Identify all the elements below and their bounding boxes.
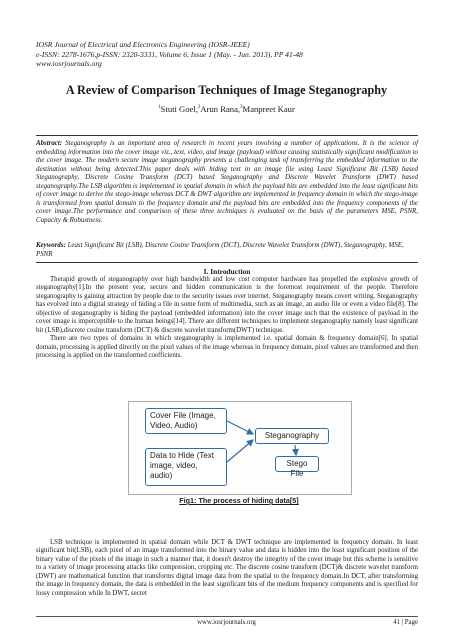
keywords: [36, 242, 418, 259]
caption-reference: [5]: [289, 496, 299, 505]
cover-file-box: Cover File (Image, Video, Audio): [145, 408, 227, 434]
paragraph-2: There are two types of domains in which steganography is implemented i.e. spatial domain & frequency domain[6]. In spatial domain, processing is applied directly on the pixel values of the image whereas in frequency domain, pixel values are transformed and then processing is applied on the transformed coefficients.: [36, 335, 418, 360]
keywords-label: Keywords:: [36, 242, 66, 249]
keywords-text: Least Significant Bit (LSB), Discrete Cosine Transform (DCT), Discrete Wavelet Transform (DWT), Steganography, MSE, PSNR: [36, 242, 404, 258]
journal-url[interactable]: www.iosrjournals.org: [36, 59, 102, 69]
journal-header: [36, 40, 436, 69]
paragraph-1: Therapid growth of steganography over high bandwidth and low cost computer hardware has propelled the explosive growth of steganography[1].In the present year, secure and hidden communication is the foremost requirement of the people. Therefore steganography is gaining attraction by people due to the security issues over internet. Steganography means covert writing. Steganography has evolved into a digital strategy of hiding a file in some form of multimedia, such as an image, an audio file or even a video file[8]. The objective of steganography is hiding the payload (embedded information) into the cover image such that the existence of payload in the cover image is imperceptible to the human beings[14]. There are different techniques to implement steganography namely least significant bit (LSB),discrete cosine transform (DCT) & discrete wavelet transform(DWT) technique.: [36, 276, 418, 334]
lsb-text: [36, 539, 418, 598]
intro-text: [36, 276, 418, 361]
journal-name: IOSR Journal of Electrical and Electronics Engineering (IOSR-JEEE): [36, 40, 250, 49]
abstract: [36, 140, 418, 225]
hiding-process-figure: [128, 401, 352, 495]
author-2: Arun Rana,: [200, 104, 241, 114]
figure-caption: [128, 496, 350, 505]
arrow-steg-to-stego: [295, 445, 296, 455]
abstract-top-rule: [36, 135, 418, 136]
data-to-hide-box: Data to Hide (Text image, video, audio): [145, 448, 227, 486]
author-affil-3: 3: [240, 105, 243, 111]
page-number: 41 | Page: [393, 619, 418, 626]
footer-url[interactable]: www.iosrjournals.org: [197, 619, 256, 626]
arrow-hide-to-steg: [227, 440, 253, 462]
abstract-label: Abstract:: [36, 140, 63, 147]
author-affil-2: 2: [197, 105, 201, 111]
caption-text: Fig1: The process of hiding data: [179, 496, 290, 505]
footer-rule: [36, 616, 418, 617]
paragraph-3: LSB technique is implemented in spatial domain while DCT & DWT technique are implemented in frequency domain. In least significant bit(LSB), each pixel of an image transformed into the binary value and data is hidden into the least significant position of the binary value of the pixels of the image in such a manner that, it doesn't destroy the integrity of the cover image but this scheme is sensitive to a variety of image processing attacks like compression, cropping etc. The discrete cosine transform (DCT)& discrete wavelet transform (DWT) are mathematical function that transforms digital image data from the spatial to the frequency domain.In DCT, after transforming the image in frequency domain, the data is embedded in the least significant bits of the medium frequency components and is specified for lossy compression while In DWT, secret: [36, 539, 418, 597]
arrow-cover-to-steg: [227, 421, 253, 434]
author-1: Stuti Goel,: [160, 104, 198, 114]
stego-file-box: Stego File: [275, 456, 319, 472]
author-list: [30, 104, 423, 114]
abstract-text: Steganography is an important area of research in recent years involving a number of applications. It is the science of embedding information into the cover image viz., text, video, and image (payload) without causing statistically significant modification to the cover image. The modern secure image steganography presents a challenging task of transferring the embedded information to the destination without being detected.This paper deals with hiding text in an image file using Least Significant Bit (LSB) based Steganography, Discrete Cosine Transform (DCT) based Steganography and Discrete Wavelet Transform (DWT) based steganography.The LSB algorithm is implemented in spatial domain in which the payload bits are embedded into the least significant bits of cover image to derive the stego-image whereas DCT & DWT algorithm are implemented in frequency domain in which the stego-image is transformed from spatial domain to the frequency domain and the payload bits are embedded into the frequency components of the cover image.The performance and comparison of these three techniques is evaluated on the basis of the parameters MSE, PSNR, Capacity & Robustness.: [36, 140, 418, 224]
journal-issn: e-ISSN: 2278-1676,p-ISSN: 2320-3331, Volume 6, Issue 1 (May. - Jun. 2013), PP 41-48: [36, 49, 303, 59]
author-affil-1: 1: [158, 105, 161, 111]
paper-title: A Review of Comparison Techniques of Image Steganography: [65, 83, 388, 97]
abstract-bottom-rule: [36, 262, 418, 263]
steganography-box: Steganography: [255, 428, 329, 444]
section-heading: I. Introduction: [203, 267, 251, 276]
author-3: Manpreet Kaur: [242, 104, 295, 114]
